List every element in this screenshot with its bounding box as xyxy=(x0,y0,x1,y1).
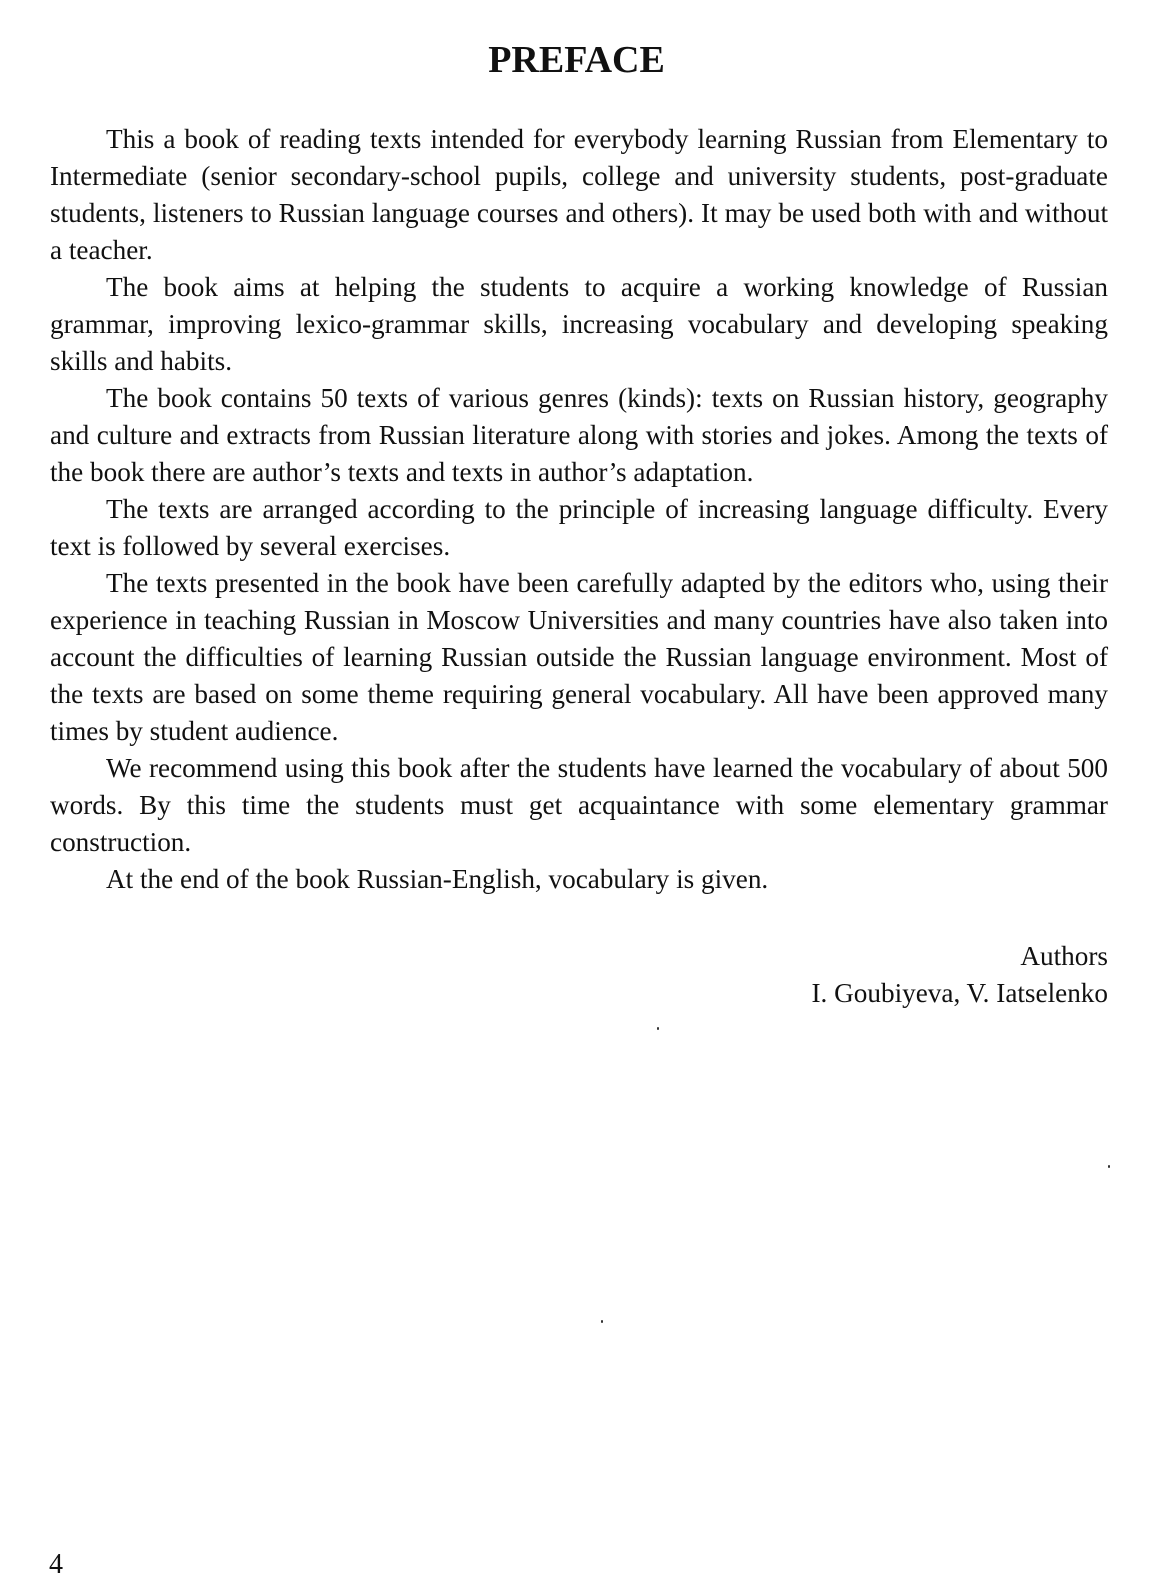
page-title: PREFACE xyxy=(488,39,665,81)
signature-label: Authors xyxy=(1020,941,1108,971)
print-speck xyxy=(657,1027,659,1030)
print-speck xyxy=(1108,1165,1110,1168)
page-number: 4 xyxy=(49,1549,63,1580)
paragraph-7: At the end of the book Russian-English, vocabulary is given. xyxy=(106,864,769,894)
signature-block xyxy=(812,938,1109,1012)
paragraph-2: The book aims at helping the students to acquire a working knowledge of Russian grammar, improving lexico-grammar skills, increasing vocabulary and developing speaking skills and habits. xyxy=(50,272,1108,376)
signature-names: I. Goubiyeva, V. Iatselenko xyxy=(811,978,1108,1008)
paragraph-5: The texts presented in the book have been carefully adapted by the editors who, using their experience in teaching Russian in Moscow Universities and many countries have also taken into account the difficulties of learning Russian outside the Russian language environment. Most of the texts are based on some theme requiring general vocabulary. All have been approved many times by student audience. xyxy=(50,568,1108,746)
print-speck xyxy=(601,1320,603,1323)
paragraph-6: We recommend using this book after the students have learned the vocabulary of about 500 words. By this time the students must get acquaintance with some elementary grammar construction. xyxy=(50,753,1108,857)
paragraph-3: The book contains 50 texts of various genres (kinds): texts on Russian history, geography and culture and extracts from Russian literature along with stories and jokes. Among the texts of the book there are author’s texts and texts in author’s adaptation. xyxy=(50,383,1108,487)
preface-body xyxy=(50,121,1108,898)
paragraph-4: The texts are arranged according to the principle of increasing language difficulty. Every text is followed by several exercises. xyxy=(50,494,1108,561)
paragraph-1: This a book of reading texts intended for everybody learning Russian from Elementary to Intermediate (senior secondary-school pupils, college and university students, post-graduate students, listeners to Russian language courses and others). It may be used both with and without a teacher. xyxy=(50,124,1108,265)
